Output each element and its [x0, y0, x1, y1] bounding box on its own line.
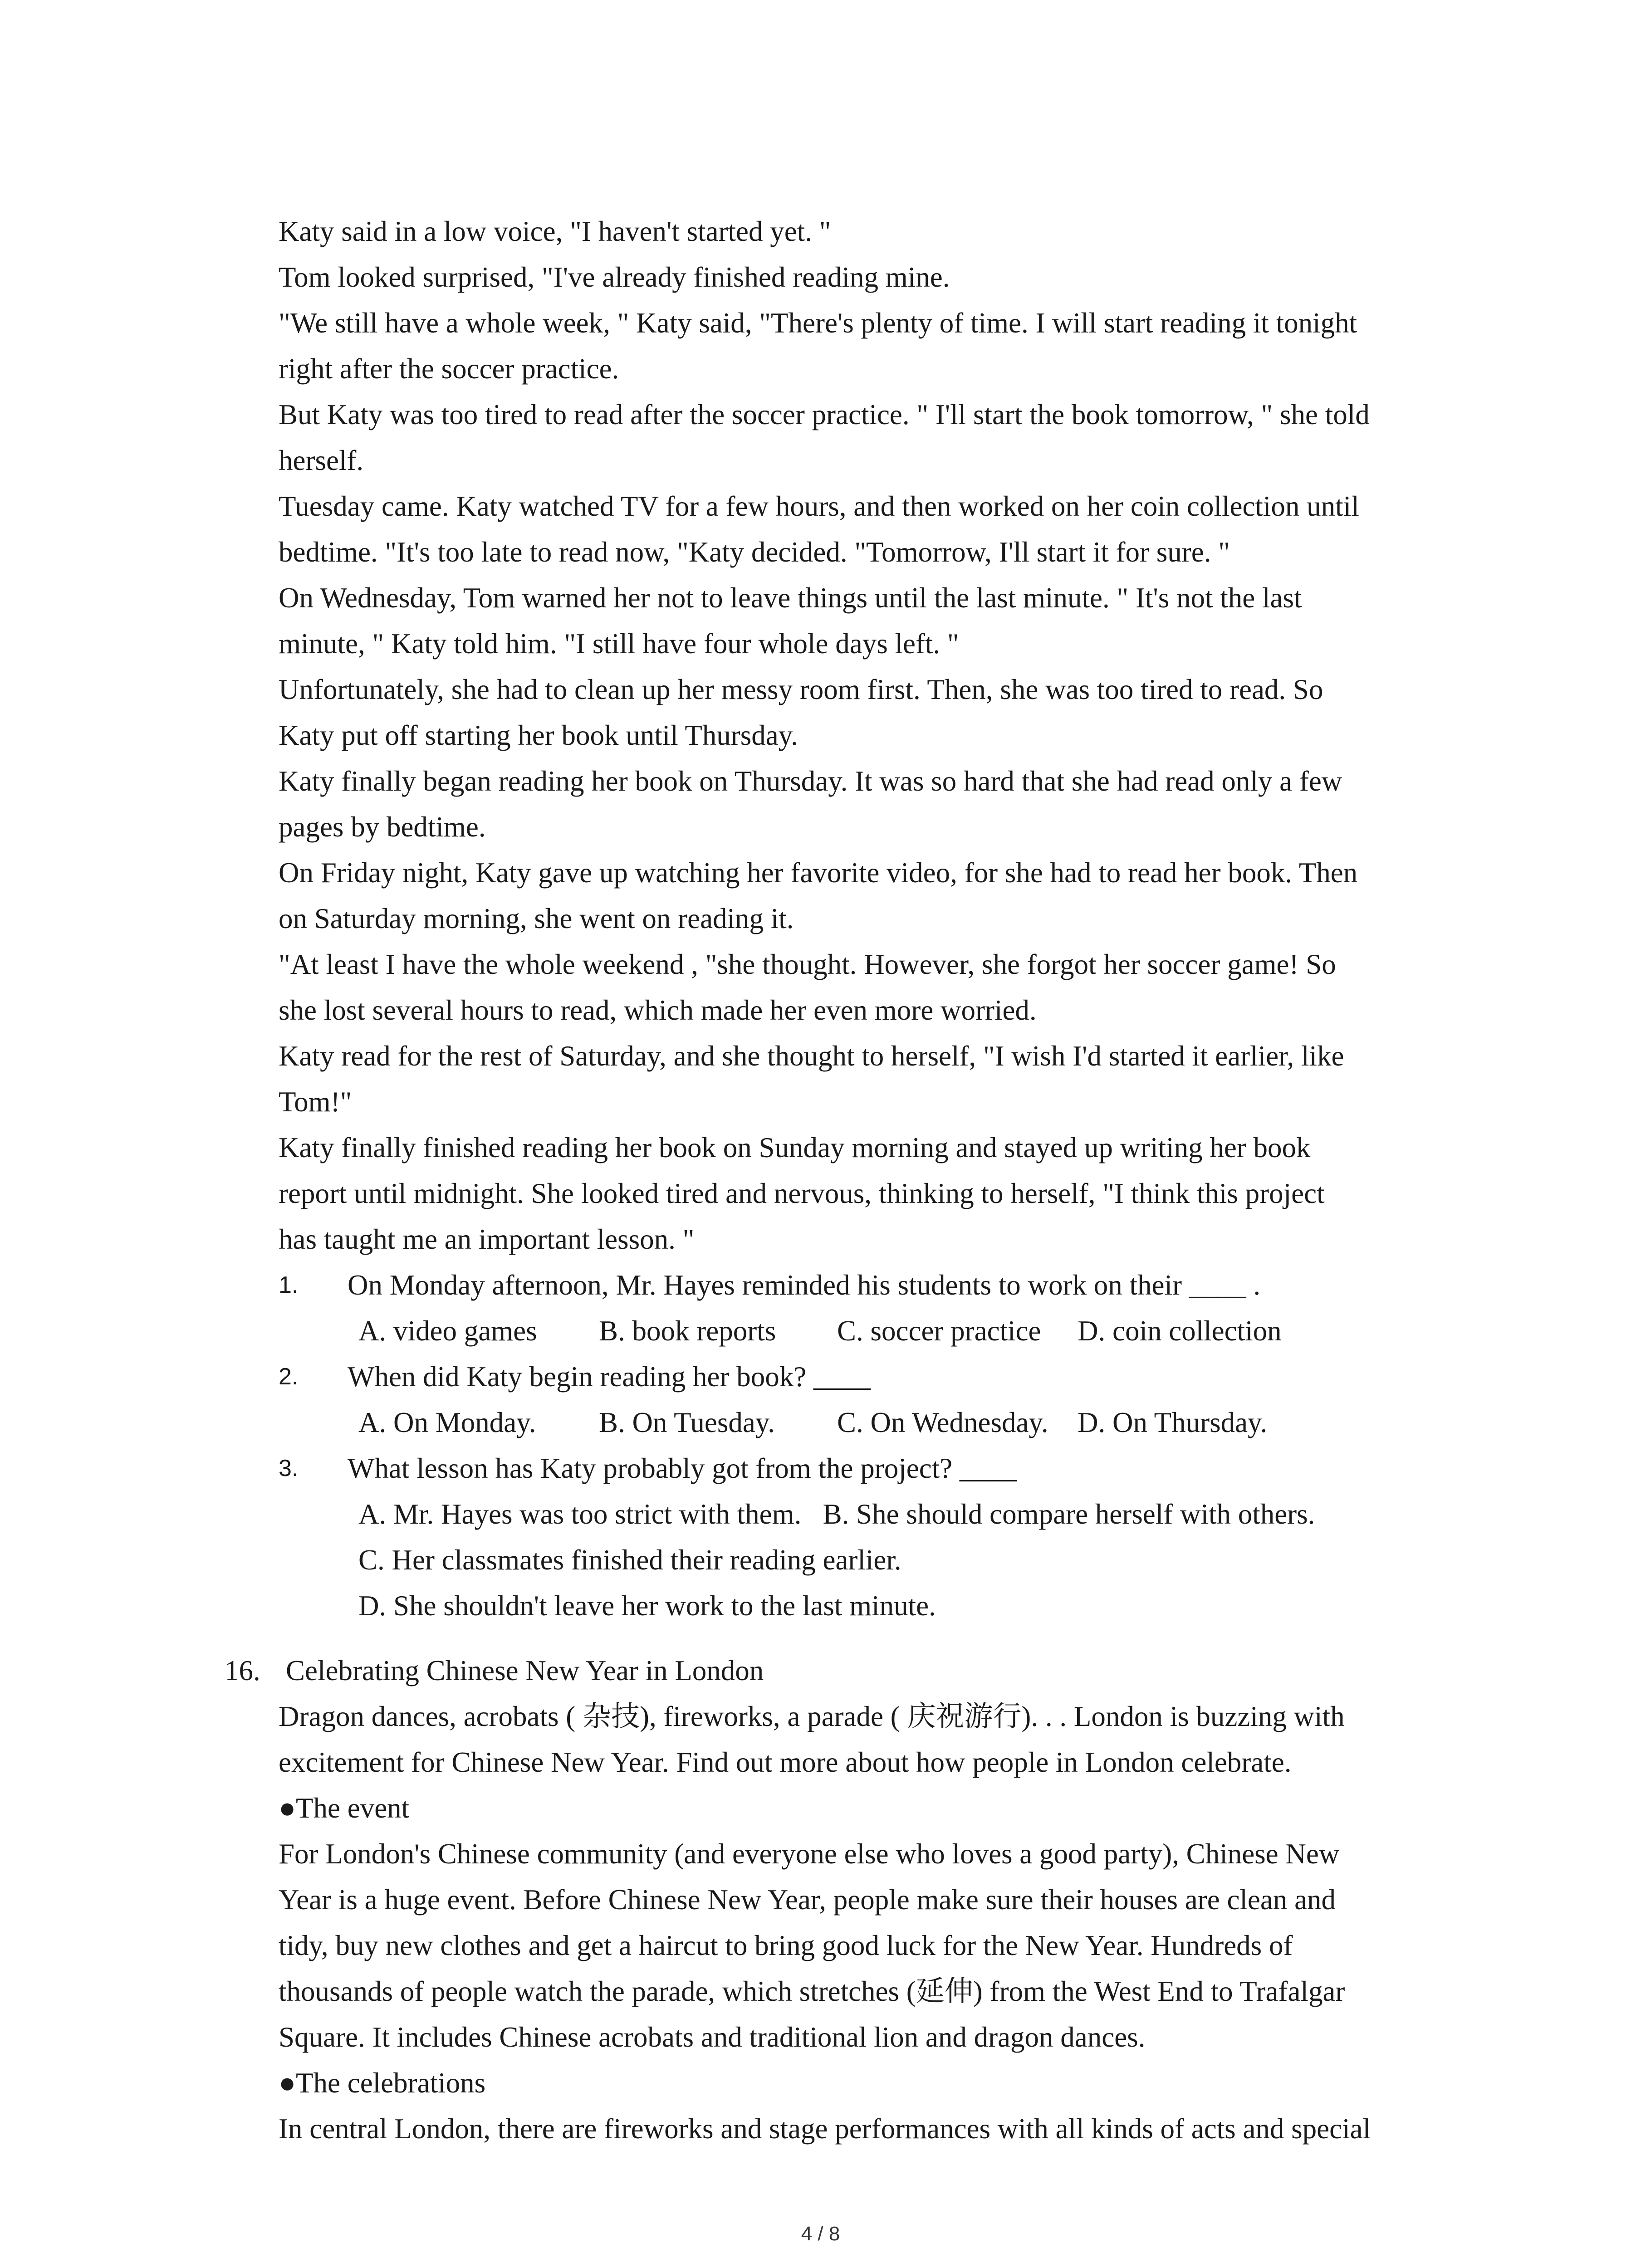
passage-line: But Katy was too tired to read after the soccer practice. " I'll start the book tomorrow, " she told — [279, 399, 1370, 430]
passage-line: herself. — [279, 445, 364, 476]
section-line: Square. It includes Chinese acrobats and traditional lion and dragon dances. — [279, 2021, 1146, 2053]
passage-line: she lost several hours to read, which made her even more worried. — [279, 994, 1037, 1026]
section-line: tidy, buy new clothes and get a haircut to bring good luck for the New Year. Hundreds of — [279, 1930, 1293, 1961]
option-b: B. book reports — [599, 1315, 776, 1347]
passage-line: On Wednesday, Tom warned her not to leave things until the last minute. " It's not the last — [279, 582, 1302, 614]
passage-line: "We still have a whole week, " Katy said, "There's plenty of time. I will start reading it tonight — [279, 307, 1357, 339]
question-option-line: D. She shouldn't leave her work to the last minute. — [358, 1590, 936, 1622]
section-line: Dragon dances, acrobats ( 杂技), fireworks, a parade ( 庆祝游行). . . London is buzzing with — [279, 1701, 1345, 1732]
option-a: A. On Monday. — [358, 1407, 536, 1438]
option-d: D. On Thursday. — [1078, 1407, 1268, 1438]
question-options — [358, 1404, 1267, 1441]
question-number: 3. — [279, 1455, 299, 1481]
section-line: For London's Chinese community (and everyone else who loves a good party), Chinese New — [279, 1838, 1340, 1870]
section-subheading: ●The celebrations — [279, 2067, 486, 2099]
section-number: 16. — [225, 1655, 260, 1686]
passage-line: "At least I have the whole weekend , "she thought. However, she forgot her soccer game! So — [279, 948, 1336, 980]
question-text: On Monday afternoon, Mr. Hayes reminded his students to work on their ____ . — [348, 1269, 1261, 1301]
passage-line: Tom!" — [279, 1086, 352, 1118]
option-a: A. video games — [358, 1315, 537, 1347]
question-text: When did Katy begin reading her book? ____ — [348, 1361, 871, 1393]
passage-line: has taught me an important lesson. " — [279, 1223, 695, 1255]
option-c: C. soccer practice — [837, 1315, 1041, 1347]
passage-line: bedtime. "It's too late to read now, "Katy decided. "Tomorrow, I'll start it for sure. " — [279, 536, 1230, 568]
passage-line: right after the soccer practice. — [279, 353, 619, 385]
question-options — [358, 1313, 1282, 1349]
page-number: 4 / 8 — [801, 2223, 840, 2245]
passage-line: pages by bedtime. — [279, 811, 486, 843]
option-c: C. On Wednesday. — [837, 1407, 1048, 1438]
passage-line: Katy finally finished reading her book on Sunday morning and stayed up writing her book — [279, 1132, 1311, 1163]
passage-line: Katy put off starting her book until Thursday. — [279, 719, 798, 751]
passage-line: On Friday night, Katy gave up watching her favorite video, for she had to read her book. Then — [279, 857, 1358, 889]
passage-line: Katy read for the rest of Saturday, and she thought to herself, "I wish I'd started it earlier, like — [279, 1040, 1344, 1072]
section-subheading: ●The event — [279, 1792, 410, 1824]
section-line: Year is a huge event. Before Chinese New Year, people make sure their houses are clean and — [279, 1884, 1336, 1916]
passage-line: minute, " Katy told him. "I still have four whole days left. " — [279, 628, 959, 660]
passage-line: Katy finally began reading her book on Thursday. It was so hard that she had read only a few — [279, 765, 1342, 797]
question-number: 2. — [279, 1364, 299, 1390]
question-number: 1. — [279, 1272, 299, 1298]
option-d: D. coin collection — [1078, 1315, 1282, 1347]
section-title: Celebrating Chinese New Year in London — [286, 1655, 764, 1686]
passage-line: Katy said in a low voice, "I haven't started yet. " — [279, 215, 831, 247]
option-b: B. On Tuesday. — [599, 1407, 775, 1438]
section-line: thousands of people watch the parade, which stretches (延伸) from the West End to Trafalgar — [279, 1975, 1345, 2007]
passage-line: Tuesday came. Katy watched TV for a few hours, and then worked on her coin collection until — [279, 490, 1359, 522]
section-line: excitement for Chinese New Year. Find out more about how people in London celebrate. — [279, 1746, 1292, 1778]
passage-line: on Saturday morning, she went on reading it. — [279, 903, 794, 934]
passage-line: Unfortunately, she had to clean up her messy room first. Then, she was too tired to read. So — [279, 674, 1323, 705]
section-line: In central London, there are fireworks and stage performances with all kinds of acts and special — [279, 2113, 1371, 2145]
question-text: What lesson has Katy probably got from the project? ____ — [348, 1452, 1017, 1484]
question-option-line: A. Mr. Hayes was too strict with them. B. She should compare herself with others. — [358, 1498, 1315, 1530]
passage-line: Tom looked surprised, "I've already finished reading mine. — [279, 261, 950, 293]
passage-line: report until midnight. She looked tired and nervous, thinking to herself, "I think this project — [279, 1178, 1325, 1209]
question-option-line: C. Her classmates finished their reading earlier. — [358, 1544, 901, 1576]
